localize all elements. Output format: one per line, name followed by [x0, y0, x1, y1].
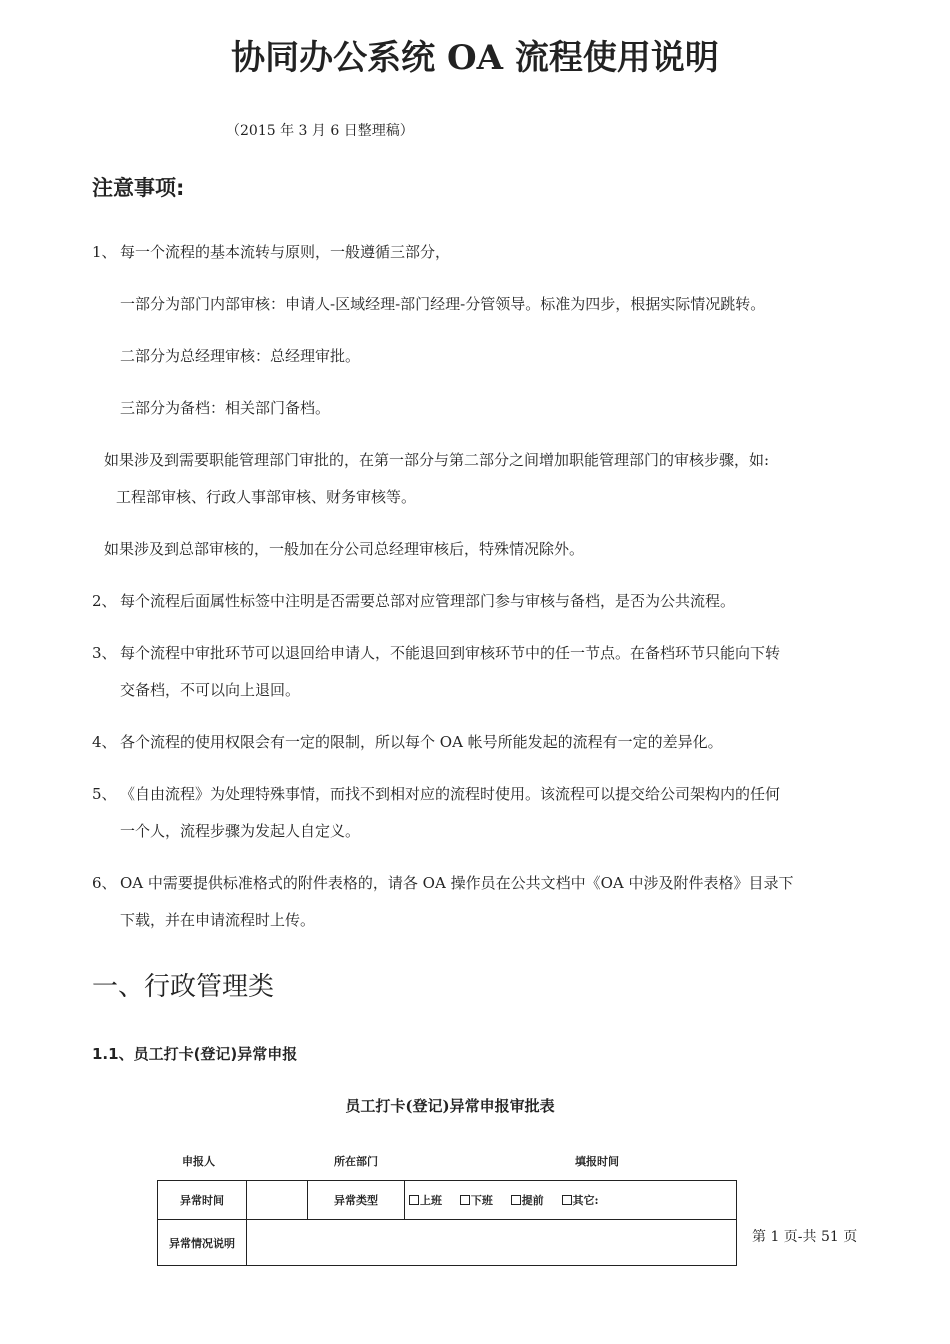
note-text: 各个流程的使用权限会有一定的限制，所以每个 OA 帐号所能发起的流程有一定的差异化。: [120, 733, 723, 751]
abnormal-type-options: [405, 1181, 737, 1220]
note-1: [92, 241, 450, 263]
note-text: 《自由流程》为处理特殊事情，而找不到相对应的流程时使用。该流程可以提交给公司架构内的任何: [120, 785, 781, 803]
note-5-line-2: 一个人，流程步骤为发起人自定义。: [120, 822, 361, 840]
fill-time-label: 填报时间: [575, 1155, 619, 1168]
note-number: 4、: [92, 733, 117, 751]
form-title: 员工打卡(登记)异常申报审批表: [345, 1097, 555, 1115]
document-title: 协同办公系统 OA 流程使用说明: [231, 38, 719, 78]
note-text: 每个流程后面属性标签中注明是否需要总部对应管理部门参与审核与备档，是否为公共流程。: [120, 592, 736, 610]
date-note: （2015 年 3 月 6 日整理稿）: [226, 123, 414, 139]
description-label: 异常情况说明: [158, 1220, 247, 1266]
checkbox-icon: [460, 1195, 470, 1205]
form-row: [158, 1220, 737, 1266]
note-2: [92, 590, 735, 612]
option-on-duty: [409, 1194, 442, 1207]
note-1-part-3: 三部分为备档：相关部门备档。: [120, 399, 331, 417]
note-text: 每个流程中审批环节可以退回给申请人，不能退回到审核环节中的任一节点。在备档环节只能向下转: [120, 644, 781, 662]
page-footer: 第 1 页-共 51 页: [752, 1229, 858, 1245]
option-label: 其它:: [572, 1194, 599, 1207]
note-1-part-1: 一部分为部门内部审核：申请人-区域经理-部门经理-分管领导。标准为四步，根据实际情况跳转。: [120, 295, 766, 313]
note-number: 6、: [92, 874, 117, 892]
option-other: [562, 1194, 599, 1207]
note-6: [92, 872, 793, 894]
note-1-extra-line-2: 工程部审核、行政人事部审核、财务审核等。: [116, 488, 417, 506]
abnormal-type-label: 异常类型: [308, 1181, 405, 1220]
note-number: 5、: [92, 785, 117, 803]
subsection-heading: 1.1、员工打卡(登记)异常申报: [92, 1045, 298, 1063]
note-6-line-2: 下载，并在申请流程时上传。: [120, 911, 316, 929]
note-1-extra-line-3: 如果涉及到总部审核的，一般加在分公司总经理审核后，特殊情况除外。: [104, 540, 585, 558]
notes-heading: 注意事项:: [92, 176, 185, 200]
note-number: 2、: [92, 592, 117, 610]
option-label: 提前: [521, 1194, 544, 1207]
note-text: OA 中需要提供标准格式的附件表格的，请各 OA 操作员在公共文档中《OA 中涉及附件表格》目录下: [120, 874, 794, 892]
note-number: 3、: [92, 644, 117, 662]
option-off-duty: [460, 1194, 493, 1207]
note-text: 每一个流程的基本流转与原则，一般遵循三部分，: [120, 243, 451, 261]
department-label: 所在部门: [334, 1155, 378, 1168]
option-label: 上班: [420, 1194, 442, 1207]
abnormal-time-label: 异常时间: [158, 1181, 247, 1220]
applicant-label: 申报人: [182, 1155, 215, 1168]
note-3: [92, 642, 780, 664]
option-early: [511, 1194, 544, 1207]
note-5: [92, 783, 780, 805]
abnormal-time-cell: [247, 1181, 308, 1220]
description-cell: [247, 1220, 737, 1266]
note-1-extra-line-1: 如果涉及到需要职能管理部门审批的，在第一部分与第二部分之间增加职能管理部门的审核步骤，如:: [104, 451, 770, 469]
abnormal-report-form: [157, 1180, 737, 1266]
checkbox-icon: [562, 1195, 572, 1205]
note-1-part-2: 二部分为总经理审核：总经理审批。: [120, 347, 361, 365]
section-heading: 一、行政管理类: [92, 972, 275, 1002]
checkbox-icon: [511, 1195, 521, 1205]
form-row: [158, 1181, 737, 1220]
option-label: 下班: [470, 1194, 493, 1207]
note-4: [92, 731, 723, 753]
note-3-line-2: 交备档，不可以向上退回。: [120, 681, 301, 699]
checkbox-icon: [409, 1195, 419, 1205]
note-number: 1、: [92, 243, 117, 261]
